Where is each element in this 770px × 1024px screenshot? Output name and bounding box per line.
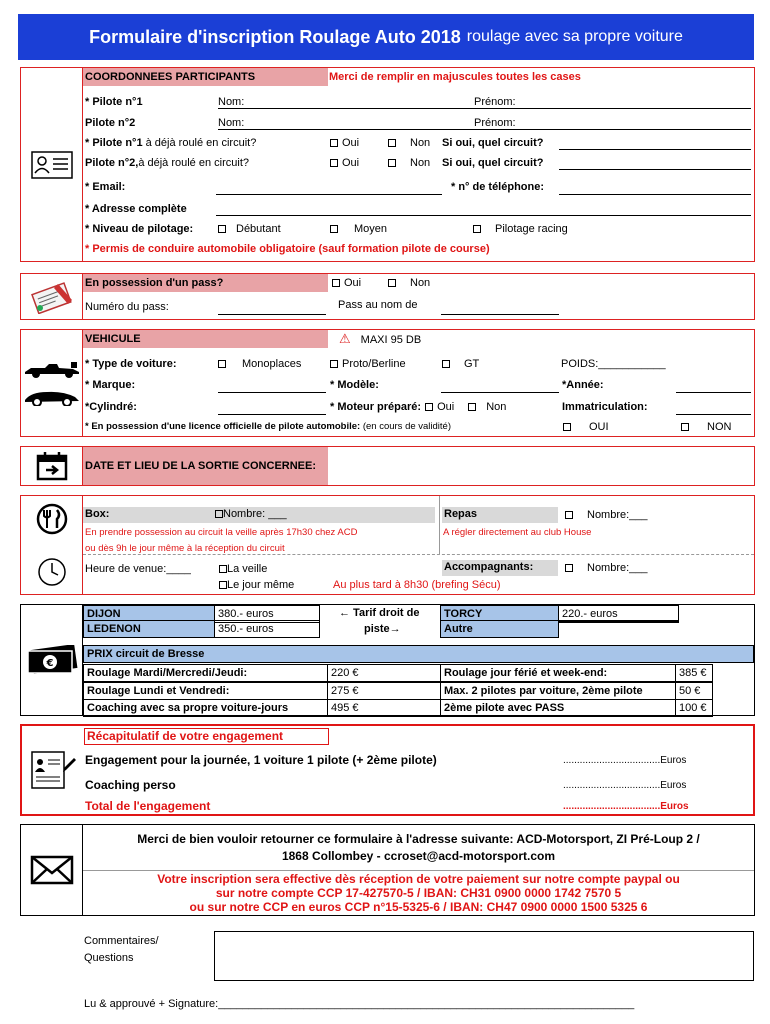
money-icon xyxy=(21,605,83,715)
adresse-field[interactable] xyxy=(216,215,751,216)
calendar-icon xyxy=(21,447,83,485)
commentaires-input[interactable] xyxy=(214,931,754,981)
document-icon xyxy=(22,726,84,814)
coordonnees-note: Merci de remplir en majuscules toutes les cases xyxy=(329,71,581,83)
pass-oui-label: Oui xyxy=(344,277,362,289)
pilote1-label: * Pilote n°1 xyxy=(85,96,143,108)
pilote1-prenom-label: Prénom: xyxy=(474,96,516,108)
bresse-row-1-price: 220 € xyxy=(327,664,441,682)
monoplaces-checkbox[interactable] xyxy=(218,360,226,368)
pass-numero-label: Numéro du pass: xyxy=(85,301,169,313)
recap-line-3: Total de l'engagement xyxy=(85,799,211,813)
section-pass xyxy=(20,273,755,320)
modele-field[interactable] xyxy=(441,392,559,393)
warning-icon: ⚠ xyxy=(339,331,351,346)
form-title-banner xyxy=(18,14,754,60)
ledenon-label: LEDENON xyxy=(83,620,215,638)
roule1-label-a: * Pilote n°1 xyxy=(85,137,143,149)
monoplaces-label: Monoplaces xyxy=(242,358,302,370)
immat-label: Immatriculation: xyxy=(562,401,648,413)
pass-non-checkbox[interactable] xyxy=(388,279,396,287)
immat-field[interactable] xyxy=(676,414,751,415)
repas-checkbox[interactable] xyxy=(565,511,573,519)
recap-line-3-euros: Euros xyxy=(660,801,689,812)
recap-line-2-dots[interactable]: ................................... xyxy=(563,780,661,791)
licence-oui-checkbox[interactable] xyxy=(563,423,571,431)
debutant-checkbox[interactable] xyxy=(218,225,226,233)
roule2-circuit-label: Si oui, quel circuit? xyxy=(442,157,544,169)
commentaires-label-1: Commentaires/ xyxy=(84,935,159,947)
meal-clock-icons xyxy=(21,496,83,594)
svg-text:€: € xyxy=(46,658,53,669)
racing-checkbox[interactable] xyxy=(473,225,481,233)
date-field[interactable] xyxy=(328,447,754,485)
roule2-circuit-field[interactable] xyxy=(559,169,751,170)
autre-price[interactable] xyxy=(558,620,679,622)
bresse-row-1-right-label: Roulage jour férié et week-end: xyxy=(440,664,676,682)
contact-card-icon xyxy=(21,68,83,261)
bresse-row-2-label: Roulage Lundi et Vendredi: xyxy=(83,682,328,700)
roule1-non-checkbox[interactable] xyxy=(388,139,396,147)
cylindre-label: *Cylindré: xyxy=(85,401,137,413)
pass-card-icon xyxy=(21,274,83,319)
autre-label: Autre xyxy=(440,620,559,638)
commentaires-label-2: Questions xyxy=(84,952,134,964)
niveau-label: * Niveau de pilotage: xyxy=(85,223,194,235)
heure-label: Heure de venue:____ xyxy=(85,563,191,575)
envoi-line-1: Merci de bien vouloir retourner ce formulaire à l'adresse suivante: ACD-Motorsport, ZI Pré-Loup 2 / xyxy=(137,832,700,846)
bresse-header: PRIX circuit de Bresse xyxy=(83,645,754,663)
pass-nom-label: Pass au nom de xyxy=(338,299,418,311)
debutant-label: Débutant xyxy=(236,223,281,235)
moteur-oui-label: Oui xyxy=(437,401,455,413)
pilote2-nom-label: Nom: xyxy=(218,117,245,129)
annee-field[interactable] xyxy=(676,392,751,393)
pilote2-name-field[interactable] xyxy=(218,129,751,130)
payment-line-2: sur notre compte CCP 17-427570-5 / IBAN: CH31 0900 0000 1742 7570 5 xyxy=(215,886,622,900)
pilote1-name-field[interactable] xyxy=(218,108,751,109)
email-label: * Email: xyxy=(85,181,126,193)
section-coordonnees xyxy=(20,67,755,262)
pilote2-label: Pilote n°2 xyxy=(85,117,136,129)
bresse-row-1-label: Roulage Mardi/Mercredi/Jeudi: xyxy=(83,664,328,682)
accompagnants-checkbox[interactable] xyxy=(565,564,573,572)
date-header: DATE ET LIEU DE LA SORTIE CONCERNEE: xyxy=(83,447,328,485)
bresse-row-1-right-price: 385 € xyxy=(675,664,713,682)
permis-note: * Permis de conduire automobile obligatoire (sauf formation pilote de course) xyxy=(85,243,490,255)
form-title: Formulaire d'inscription Roulage Auto 2018 xyxy=(89,26,461,47)
recap-header: Récapitulatif de votre engagement xyxy=(84,728,329,745)
bresse-row-3-right-price: 100 € xyxy=(675,699,713,717)
dijon-price: 380.- euros xyxy=(214,605,320,623)
veille-label: La veille xyxy=(227,563,268,575)
repas-info: A régler directement au club House xyxy=(443,527,592,538)
ledenon-price: 350.- euros xyxy=(214,620,320,638)
licence-non-label: NON xyxy=(707,421,732,433)
coordonnees-header: COORDONNEES PARTICIPANTS xyxy=(83,68,328,86)
pass-oui-checkbox[interactable] xyxy=(332,279,340,287)
box-checkbox[interactable] xyxy=(215,510,223,518)
roule2-label-b: à déjà roulé en circuit? xyxy=(138,157,249,169)
roule2-non-checkbox[interactable] xyxy=(388,159,396,167)
telephone-field[interactable] xyxy=(559,194,751,195)
envoi-separator xyxy=(83,870,754,871)
bresse-row-2-right-label: Max. 2 pilotes par voiture, 2ème pilote xyxy=(440,682,676,700)
roule1-oui-checkbox[interactable] xyxy=(330,139,338,147)
recap-line-2-euros: Euros xyxy=(660,780,687,791)
recap-line-3-dots[interactable]: ................................... xyxy=(563,801,661,812)
roule2-oui-label: Oui xyxy=(342,157,360,169)
bresse-row-3-label: Coaching avec sa propre voiture-jours xyxy=(83,699,328,717)
jour-label: Le jour même xyxy=(227,579,295,591)
section-box-repas xyxy=(20,495,755,595)
au-plus-tard-label: Au plus tard à 8h30 (brefing Sécu) xyxy=(333,579,501,591)
jour-checkbox[interactable] xyxy=(219,581,227,589)
licence-label: * En possession d'une licence officielle de pilote automobile: xyxy=(85,421,361,432)
moteur-non-label: Non xyxy=(486,401,507,413)
tarif-label-1: ← Tarif droit de xyxy=(339,607,420,619)
cutlery-icon xyxy=(36,503,68,535)
clock-icon xyxy=(37,557,67,587)
roule2-label-a: Pilote n°2, xyxy=(85,157,139,169)
roule1-circuit-label: Si oui, quel circuit? xyxy=(442,137,544,149)
pass-nom-field[interactable] xyxy=(441,314,559,315)
envoi-line-2: 1868 Collombey - ccroset@acd-motorsport.com xyxy=(281,849,556,863)
section-envoi xyxy=(20,824,755,916)
accompagnants-nombre-label: Nombre:___ xyxy=(587,562,648,574)
section-vehicule xyxy=(20,329,755,437)
bresse-row-3-price: 495 € xyxy=(327,699,441,717)
roule1-circuit-field[interactable] xyxy=(559,149,751,150)
section-date xyxy=(20,446,755,486)
envelope-icon xyxy=(21,825,83,915)
bresse-row-3-right-label: 2ème pilote avec PASS xyxy=(440,699,676,717)
pass-numero-field[interactable] xyxy=(218,314,326,315)
moteur-label: * Moteur préparé: xyxy=(330,401,422,413)
recap-line-1-euros: Euros xyxy=(660,755,687,766)
proto-label: Proto/Berline xyxy=(342,358,406,370)
roule1-label-b: à déjà roulé en circuit? xyxy=(142,137,257,149)
payment-line-1: Votre inscription sera effective dès réception de votre paiement sur notre compte paypal ou xyxy=(157,872,680,886)
payment-line-3: ou sur notre CCP en euros CCP n°15-5325-6 / IBAN: CH47 0900 0000 1500 5325 6 xyxy=(189,900,648,914)
repas-nombre-label: Nombre:___ xyxy=(587,509,648,521)
licence-oui-label: OUI xyxy=(589,421,609,433)
poids-label: POIDS:___________ xyxy=(561,358,666,370)
vehicule-header: VEHICULE xyxy=(83,330,328,348)
moyen-label: Moyen xyxy=(354,223,388,235)
marque-label: * Marque: xyxy=(85,379,136,391)
moteur-oui-checkbox[interactable] xyxy=(425,403,433,411)
telephone-label: * n° de téléphone: xyxy=(451,181,545,193)
licence-non-checkbox[interactable] xyxy=(681,423,689,431)
roule1-non-label: Non xyxy=(410,137,431,149)
box-label: Box: xyxy=(83,507,215,523)
accompagnants-label: Accompagnants: xyxy=(442,560,558,576)
bresse-row-2-right-price: 50 € xyxy=(675,682,713,700)
marque-field[interactable] xyxy=(218,392,326,393)
roule1-oui-label: Oui xyxy=(342,137,360,149)
email-field[interactable] xyxy=(216,194,442,195)
gt-checkbox[interactable] xyxy=(442,360,450,368)
veille-checkbox[interactable] xyxy=(219,565,227,573)
annee-label: *Année: xyxy=(562,379,604,391)
box-nombre-label: Nombre: ___ xyxy=(223,508,287,520)
cylindre-field[interactable] xyxy=(218,414,326,415)
box-separator xyxy=(83,554,754,555)
signature-line[interactable]: Lu & approuvé + Signature:____________________________________________________________________ xyxy=(84,998,635,1010)
tarif-label-2: piste→ xyxy=(364,623,401,635)
racing-label: Pilotage racing xyxy=(495,223,568,235)
bresse-row-2-price: 275 € xyxy=(327,682,441,700)
torcy-price: 220.- euros xyxy=(558,605,679,623)
recap-line-2: Coaching perso xyxy=(85,778,176,792)
torcy-label: TORCY xyxy=(440,605,559,623)
recap-line-1: Engagement pour la journée, 1 voiture 1 pilote (+ 2ème pilote) xyxy=(85,753,437,767)
gt-label: GT xyxy=(464,358,480,370)
adresse-label: * Adresse complète xyxy=(85,203,187,215)
modele-label: * Modèle: xyxy=(330,379,379,391)
section-recap xyxy=(20,724,755,816)
type-voiture-label: * Type de voiture: xyxy=(85,358,177,370)
section-tarifs xyxy=(20,604,755,716)
recap-line-1-dots[interactable]: ................................... xyxy=(563,755,661,766)
licence-note: (en cours de validité) xyxy=(362,421,452,432)
pilote2-prenom-label: Prénom: xyxy=(474,117,516,129)
moyen-checkbox[interactable] xyxy=(330,225,338,233)
race-car-icon xyxy=(21,330,83,436)
roule2-non-label: Non xyxy=(410,157,431,169)
pass-non-label: Non xyxy=(410,277,431,289)
form-subtitle: roulage avec sa propre voiture xyxy=(466,28,683,45)
box-info-1: En prendre possession au circuit la veille après 17h30 chez ACD xyxy=(85,527,358,538)
box-divider xyxy=(439,496,440,554)
moteur-non-checkbox[interactable] xyxy=(468,403,476,411)
proto-checkbox[interactable] xyxy=(330,360,338,368)
dijon-label: DIJON xyxy=(83,605,215,623)
pilote1-nom-label: Nom: xyxy=(218,96,245,108)
roule2-oui-checkbox[interactable] xyxy=(330,159,338,167)
box-info-2: ou dès 9h le jour même à la réception du circuit xyxy=(85,543,285,554)
pass-header: En possession d'un pass? xyxy=(83,274,328,292)
repas-label: Repas xyxy=(442,507,558,523)
maxi-db-label: MAXI 95 DB xyxy=(360,334,422,346)
